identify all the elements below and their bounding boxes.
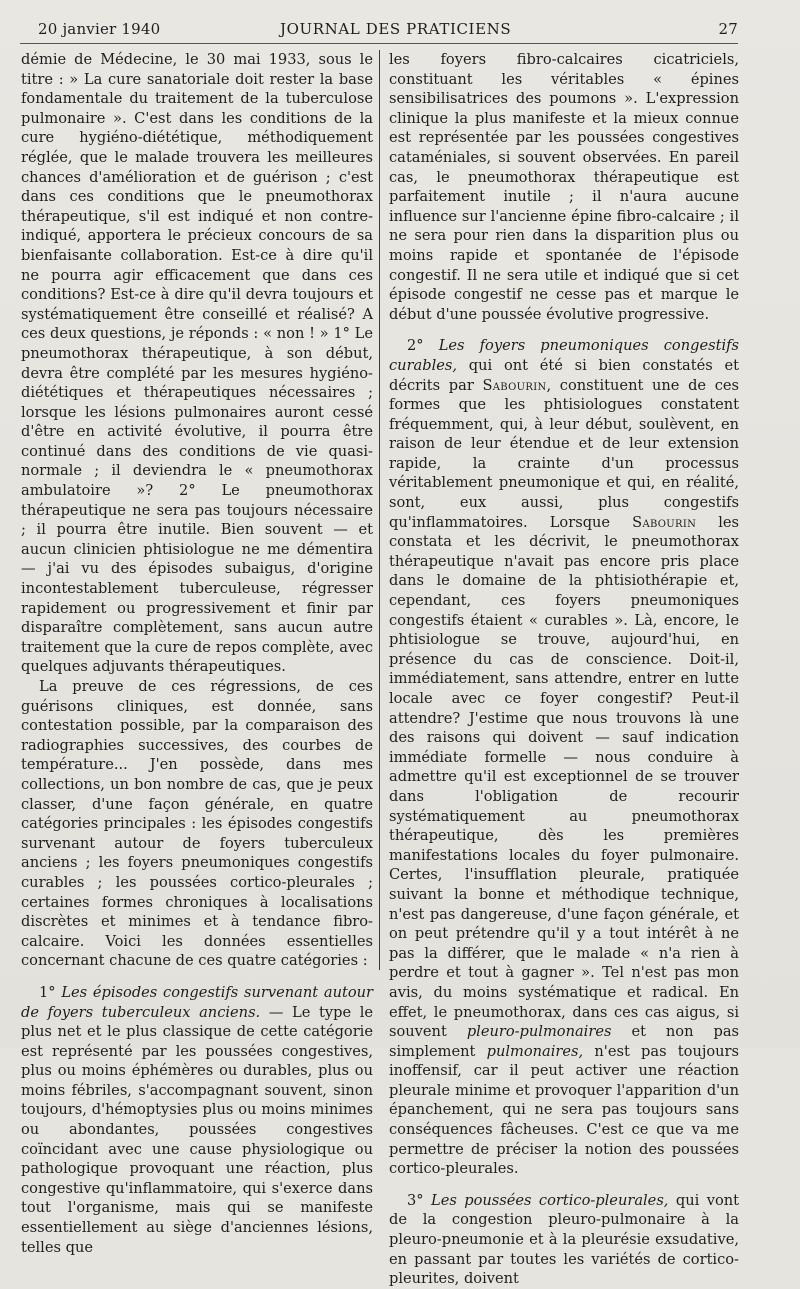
section-1-title: Les épisodes congestifs survenant autour de foyers tuberculeux anciens. bbox=[21, 983, 374, 1021]
column-divider bbox=[379, 50, 380, 970]
left-column bbox=[21, 50, 373, 1257]
header-rule bbox=[20, 43, 738, 44]
right-column bbox=[389, 50, 739, 1289]
section-3-text: qui vont de la congestion pleuro-pulmonaire à la pleuro-pneumonie et à la pleurésie exsudative, en passant par toutes les variétés de cortico-pleurites, doivent bbox=[389, 1191, 739, 1288]
section-2-text-c: les constata et les décrivit, le pneumothorax thérapeutique n'avait pas encore pris place dans le domaine de la phtisiothérapie et, cependant, ces foyers pneumoniques congestifs étaient « curables ». Là, encore, le phtisiologue se trouve, aujourd'hui, en présence du cas de conscience. Doit-il, immédiatement, sans attendre, entrer en lutte locale avec ce foyer congestif? Peut-il attendre? J'estime que nous trouvons là une des raisons qui doivent — sauf indication immédiate formelle — nous conduire à admettre qu'il est exceptionnel de se trouver dans l'obligation de recourir systématiquement au pneumothorax thérapeutique, dès les premières manifestations locales du foyer pulmonaire. Certes, l'insufflation pleurale, pratiquée suivant la bonne et méthodique technique, n'est pas dangereuse, d'une façon générale, et on peut prétendre qu'il y a tout intérêt à ne pas la différer, que le malade « n'a rien à perdre et tout à gagner ». Tel n'est pas mon avis, du moins systématique et radical. En effet, le pneumothorax, dans ces cas aigus, si souvent bbox=[389, 513, 740, 1041]
section-1-number: 1° bbox=[39, 983, 56, 1001]
page-header bbox=[38, 20, 738, 42]
section-2-title: Les foyers pneumoniques congestifs curables, bbox=[389, 337, 739, 374]
page-number: 27 bbox=[718, 20, 738, 38]
author-name-sabourin: Sabourin bbox=[482, 376, 547, 394]
section-2-paragraph bbox=[389, 336, 739, 1179]
section-3-number: 3° bbox=[407, 1191, 424, 1209]
journal-title: JOURNAL DES PRATICIENS bbox=[280, 20, 512, 38]
section-2-text-d: et non pas simplement bbox=[389, 1023, 740, 1060]
left-paragraph-1: démie de Médecine, le 30 mai 1933, sous le titre : » La cure sanatoriale doit rester la base fondamentale du traitement de la tuberculose pulmonaire ». C'est dans les conditions de la cure hygiéno-diététique, méthodiquement réglée, que le malade trouvera les meilleures chances d'amélioration et de guérison ; c'est dans ces conditions que le pneumothorax thérapeutique, s'il est indiqué et non contre-indiqué, apportera le précieux concours de sa bienfaisante collaboration. Est-ce à dire qu'il ne pourra agir efficacement que dans ces conditions? Est-ce à dire qu'il devra toujours et systématiquement être conseillé et réalisé? A ces deux questions, je réponds : « non ! » 1° Le pneumothorax thérapeutique, à son début, devra être complété par les mesures hygiéno-diététiques et thérapeutiques nécessaires ; lorsque les lésions pulmonaires auront cessé d'être en activité évolutive, il pourra être continué dans des conditions de vie quasi-normale ; il deviendra le « pneumothorax ambulatoire »? 2° Le pneumothorax thérapeutique ne sera pas toujours nécessaire ; il pourra être inutile. Bien souvent — et aucun clinicien phtisiologue ne me démentira — j'ai vu des épisodes subaigus, d'origine incontestablement tuberculeuse, régresser rapidement ou progressivement et finir par disparaître complètement, sans aucun autre traitement que la cure de repos complète, avec quelques adjuvants thérapeutiques. bbox=[21, 51, 373, 676]
section-1-paragraph bbox=[21, 983, 373, 1257]
section-3-paragraph bbox=[389, 1191, 739, 1289]
section-2-emphasis-1: pleuro-pulmonaires bbox=[466, 1023, 612, 1041]
section-2-text-b: , constituent une de ces formes que les phtisiologues constatent fréquemment, qui, à leur début, soulèvent, en raison de leur étendue et de leur extension rapide, la crainte d'un processus véritablement pneumonique et qui, en réalité, sont, eux aussi, plus congestifs qu'inflammatoires. Lorsque bbox=[389, 376, 740, 531]
author-name-sabourin-2: Sabourin bbox=[632, 513, 697, 531]
section-2-number: 2° bbox=[407, 337, 424, 355]
section-3-title: Les poussées cortico-pleurales, bbox=[431, 1191, 669, 1209]
left-paragraph-2: La preuve de ces régressions, de ces guérisons cliniques, est donnée, sans contestation possible, par la comparaison des radiographies successives, des courbes de température... J'en possède, dans mes collections, un bon nombre de cas, que je peux classer, d'une façon générale, en quatre catégories principales : les épisodes congestifs survenant autour de foyers tuberculeux anciens ; les foyers pneumoniques congestifs curables ; les poussées cortico-pleurales ; certaines formes chroniques à localisations discrètes et minimes et à tendance fibro-calcaire. Voici les données essentielles concernant chacune de ces quatre catégories : bbox=[21, 678, 373, 970]
header-date: 20 janvier 1940 bbox=[38, 20, 161, 38]
right-paragraph-1: les foyers fibro-calcaires cicatriciels, constituant les véritables « épines sensibilisatrices des poumons ». L'expression clinique la plus manifeste et la mieux connue est représentée par les poussées congestives cataméniales, si souvent observées. En pareil cas, le pneumothorax thérapeutique est parfaitement inutile ; il n'aura aucune influence sur l'ancienne épine fibro-calcaire ; il ne sera pour rien dans la disparition plus ou moins rapide et spontanée de l'épisode congestif. Il ne sera utile et indiqué que si cet épisode congestif ne cesse pas et marque le début d'une poussée évolutive progressive. bbox=[389, 51, 739, 323]
section-1-text: — Le type le plus net et le plus classique de cette catégorie est représenté par les poussées congestives, plus ou moins éphémères ou durables, plus ou moins fébriles, s'accompagnant souvent, sinon toujours, d'hémoptysies plus ou moins minimes ou abondantes, poussées congestives coïncidant avec une cause physiologique ou pathologique provoquant une réaction, plus congestive qu'inflammatoire, qui s'exerce dans tout l'organisme, mais qui se manifeste essentiellement au siège d'anciennes lésions, telles que bbox=[21, 1003, 373, 1256]
section-2-emphasis-2: pulmonaires, bbox=[486, 1042, 584, 1060]
section-2-text-a: qui ont été si bien constatés et décrits par bbox=[389, 356, 740, 394]
section-2-text-e: n'est pas toujours inoffensif, car il peut activer une réaction pleurale minime et provoquer l'apparition d'un épanchement, qui ne sera pas toujours sans conséquences fâcheuses. C'est ce que va me permettre de préciser la notion des poussées cortico-pleurales. bbox=[389, 1042, 740, 1178]
